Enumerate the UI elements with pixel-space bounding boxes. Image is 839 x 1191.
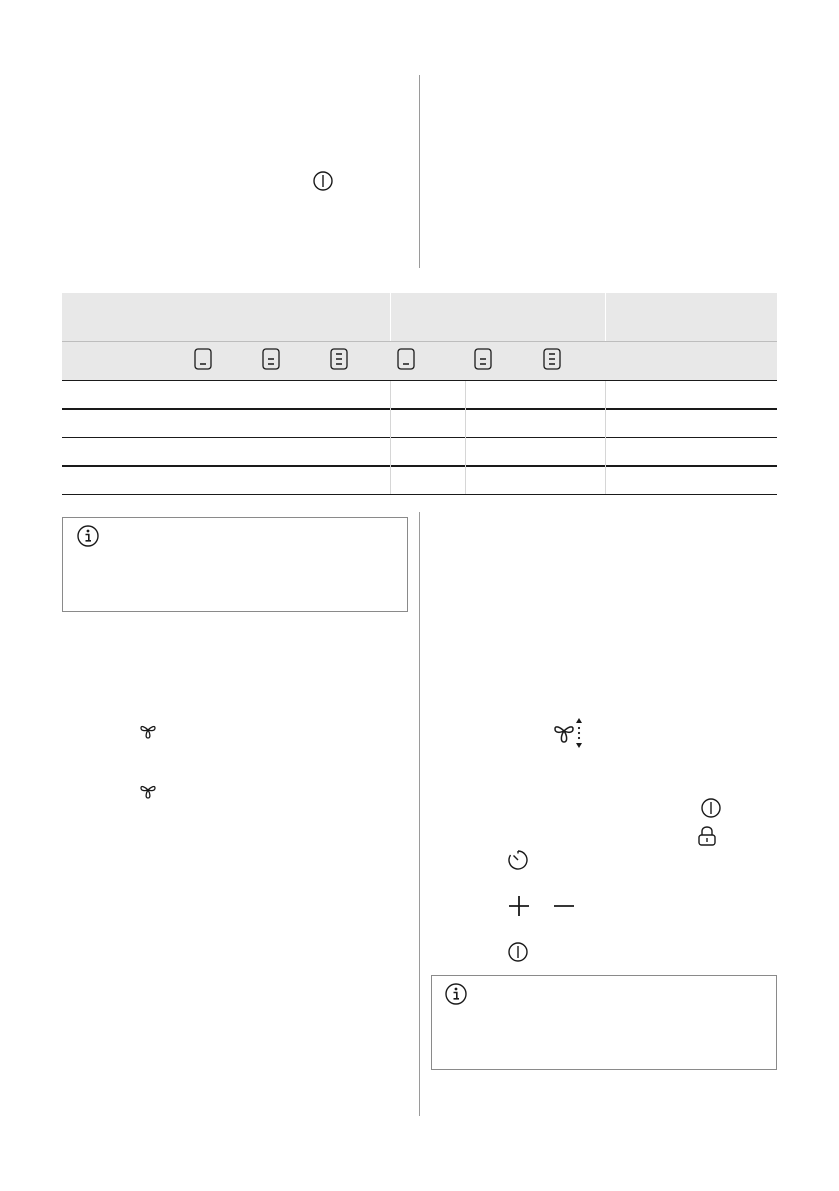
power-icon bbox=[507, 941, 529, 963]
fan-icon bbox=[137, 720, 159, 742]
table-header-separator bbox=[62, 341, 777, 342]
table-rule-2 bbox=[62, 408, 777, 410]
level-3-icon bbox=[543, 348, 561, 370]
timer-icon bbox=[507, 849, 529, 871]
level-3-icon bbox=[330, 348, 348, 370]
table-rule-4 bbox=[62, 465, 777, 467]
info-note-left bbox=[62, 517, 408, 612]
level-2-icon bbox=[262, 348, 280, 370]
table-icon-row-band bbox=[62, 342, 777, 380]
table-header-band bbox=[62, 293, 777, 341]
level-2-icon bbox=[474, 348, 492, 370]
level-1-icon bbox=[397, 348, 415, 370]
table-col-divider-b bbox=[605, 293, 606, 341]
table-col-divider-a bbox=[390, 293, 391, 341]
table-col-divider-d bbox=[465, 381, 466, 494]
power-icon bbox=[312, 170, 334, 192]
column-divider-bottom bbox=[419, 512, 420, 1116]
minus-icon bbox=[552, 894, 576, 918]
table-rule-1 bbox=[62, 380, 777, 381]
table-col-divider-c bbox=[390, 381, 391, 494]
info-icon bbox=[444, 982, 468, 1006]
fan-level-icon bbox=[552, 717, 586, 749]
table-rule-3 bbox=[62, 437, 777, 438]
table-col-divider-e bbox=[605, 381, 606, 494]
table-rule-5 bbox=[62, 494, 777, 495]
power-icon bbox=[700, 797, 722, 819]
fan-icon bbox=[137, 780, 159, 802]
plus-icon bbox=[507, 894, 531, 918]
info-icon bbox=[76, 524, 100, 548]
info-note-right bbox=[431, 975, 777, 1070]
level-1-icon bbox=[194, 348, 212, 370]
column-divider-top bbox=[419, 75, 420, 268]
lock-icon bbox=[697, 825, 717, 847]
